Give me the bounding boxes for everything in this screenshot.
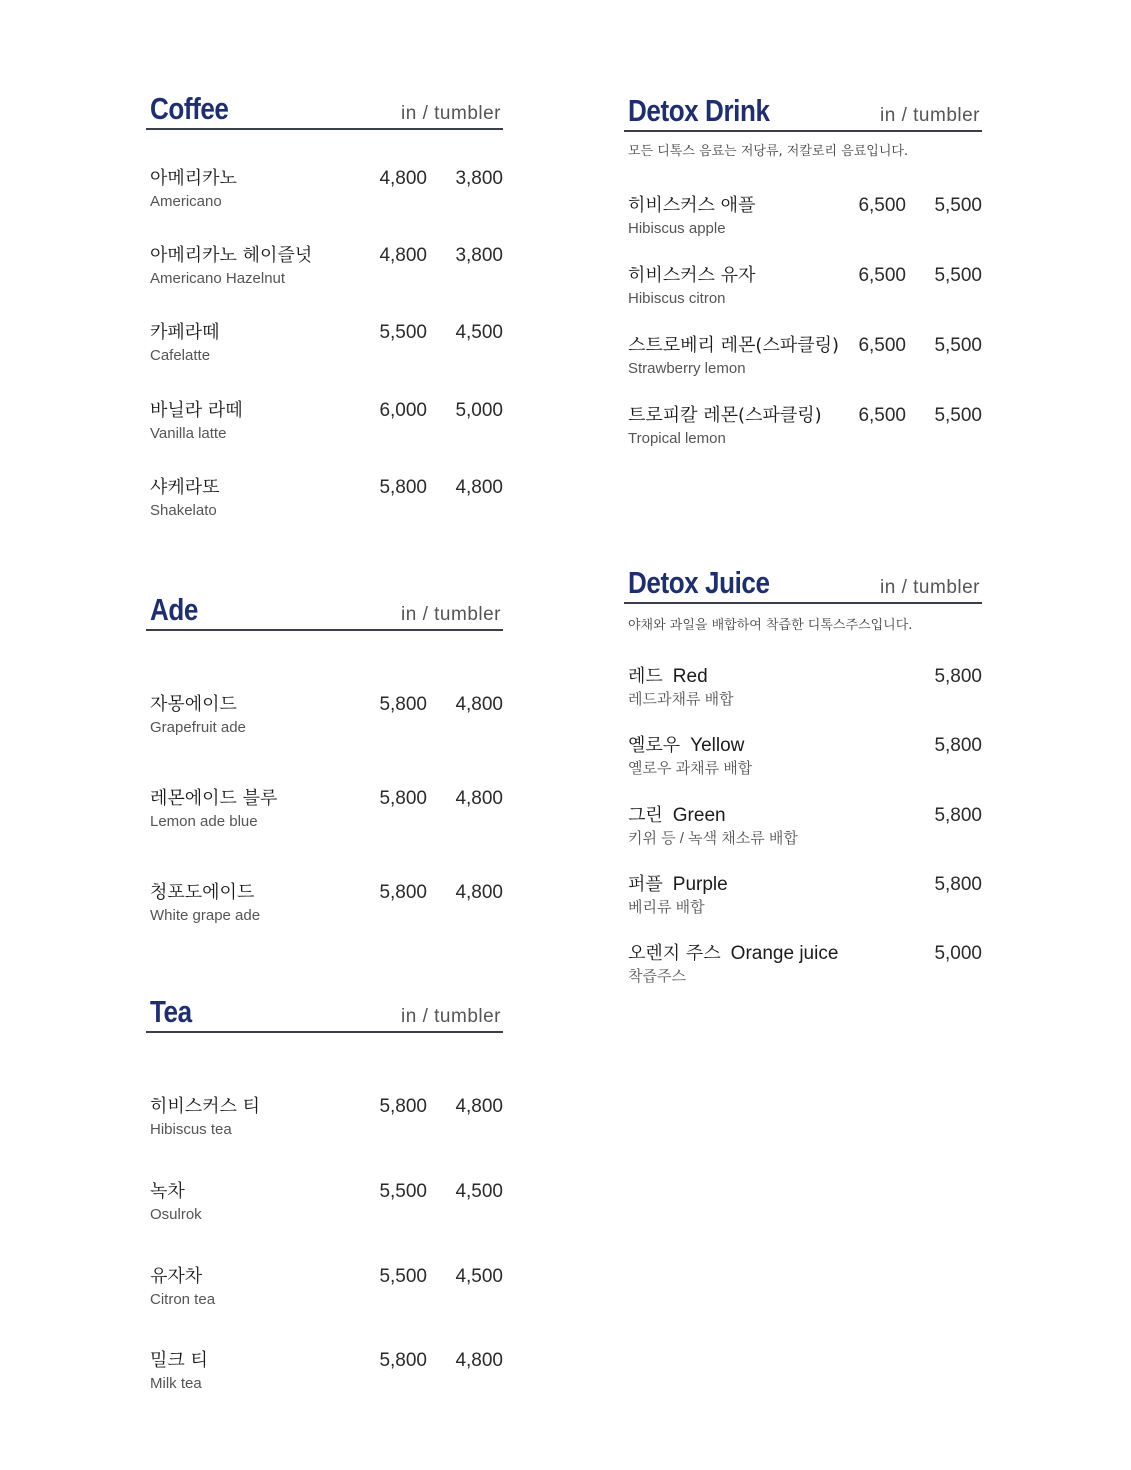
price-in: 5,500 (379, 322, 427, 343)
price-tumbler: 4,500 (455, 322, 503, 343)
price-tumbler: 4,800 (455, 477, 503, 498)
tea-title: Tea (150, 994, 192, 1029)
item-name-ko: 그린 (628, 805, 663, 826)
coffee-header (146, 88, 503, 130)
item-name-en: Green (672, 805, 726, 826)
item-name-ko: 바닐라 라떼 (150, 400, 243, 421)
item-name-en: Lemon ade blue (150, 813, 258, 830)
ade-subtitle: in / tumbler (401, 604, 501, 625)
item-note: 베리류 배합 (628, 899, 705, 916)
tea-subtitle: in / tumbler (401, 1006, 501, 1027)
price-tumbler: 4,500 (455, 1181, 503, 1202)
item-note: 레드과채류 배합 (628, 691, 734, 708)
tea-header (146, 991, 503, 1033)
item-note: 착즙주스 (628, 968, 686, 985)
item-name-en: Americano Hazelnut (150, 270, 286, 287)
item-name-en: Citron tea (150, 1291, 216, 1308)
coffee-title: Coffee (150, 91, 229, 126)
price: 5,800 (934, 805, 982, 826)
price-tumbler: 4,800 (455, 1096, 503, 1117)
item-name-ko: 옐로우 (628, 735, 681, 756)
menu-item-grapefruit-ade (150, 694, 503, 738)
detox-juice-description: 야채와 과일을 배합하여 착즙한 디톡스주스입니다. (628, 618, 913, 633)
menu-item-vanilla-latte (150, 400, 503, 444)
price: 5,000 (934, 943, 982, 964)
item-note: 키위 등 / 녹색 채소류 배합 (628, 830, 798, 847)
price-tumbler: 3,800 (455, 245, 503, 266)
item-name-ko: 청포도에이드 (150, 882, 255, 903)
item-name-en: Vanilla latte (150, 425, 227, 442)
price-tumbler: 3,800 (455, 168, 503, 189)
menu-item-green (628, 805, 982, 849)
price-in: 5,800 (379, 477, 427, 498)
item-name-ko: 트로피칼 레몬(스파클링) (628, 405, 822, 426)
item-name-ko: 밀크 티 (150, 1350, 208, 1371)
ade-header (146, 589, 503, 631)
ade-title: Ade (150, 592, 198, 627)
price-in: 5,800 (379, 1096, 427, 1117)
item-name-ko: 카페라떼 (150, 322, 220, 343)
price-tumbler: 4,800 (455, 882, 503, 903)
menu-item-hibiscus-citron (628, 265, 982, 309)
detox-drink-title: Detox Drink (628, 93, 770, 128)
item-name-en: Red (672, 666, 708, 687)
menu-item-orange-juice (628, 943, 982, 987)
menu-item-citron-tea (150, 1266, 503, 1310)
item-name-en: Shakelato (150, 502, 217, 519)
price-in: 5,500 (379, 1266, 427, 1287)
price-tumbler: 5,500 (934, 405, 982, 426)
item-name-en: Tropical lemon (628, 430, 726, 447)
item-name-ko: 히비스커스 유자 (628, 265, 756, 286)
menu-item-purple (628, 874, 982, 918)
coffee-subtitle: in / tumbler (401, 103, 501, 124)
price: 5,800 (934, 874, 982, 895)
item-name-ko: 스트로베리 레몬(스파클링) (628, 335, 840, 356)
menu-item-tropical-lemon (628, 405, 982, 449)
detox-juice-subtitle: in / tumbler (880, 577, 980, 598)
item-name-ko: 히비스커스 애플 (628, 195, 756, 216)
price-tumbler: 4,800 (455, 788, 503, 809)
item-name-ko: 유자차 (150, 1266, 203, 1287)
item-name-ko: 레드 (628, 666, 663, 687)
detox-drink-description: 모든 디톡스 음료는 저당류, 저칼로리 음료입니다. (628, 144, 909, 159)
detox-drink-section (624, 90, 982, 470)
item-name-en: Strawberry lemon (628, 360, 746, 377)
item-name-ko: 히비스커스 티 (150, 1096, 261, 1117)
item-name-ko: 퍼플 (628, 874, 663, 895)
price-in: 6,500 (858, 405, 906, 426)
menu-item-milk-tea (150, 1350, 503, 1394)
price-tumbler: 4,800 (455, 694, 503, 715)
price-in: 6,000 (379, 400, 427, 421)
item-name-ko: 녹차 (150, 1181, 185, 1202)
menu-item-shakelato (150, 477, 503, 521)
menu-item-strawberry-lemon (628, 335, 982, 379)
item-name-en: Cafelatte (150, 347, 211, 364)
menu-item-americano (150, 168, 503, 212)
item-name-ko: 아메리카노 헤이즐넛 (150, 245, 313, 266)
item-name-ko: 샤케라또 (150, 477, 220, 498)
price-in: 6,500 (858, 195, 906, 216)
detox-drink-header (624, 90, 982, 132)
price-in: 5,800 (379, 694, 427, 715)
price: 5,800 (934, 735, 982, 756)
item-name-en: Grapefruit ade (150, 719, 246, 736)
menu-item-hibiscus-apple (628, 195, 982, 239)
menu-item-green-tea (150, 1181, 503, 1225)
item-name-en: Milk tea (150, 1375, 202, 1392)
menu-item-white-grape-ade (150, 882, 503, 926)
menu-item-hibiscus-tea (150, 1096, 503, 1140)
item-note: 옐로우 과채류 배합 (628, 760, 753, 777)
tea-section (146, 991, 503, 1411)
detox-drink-subtitle: in / tumbler (880, 105, 980, 126)
price: 5,800 (934, 666, 982, 687)
price-in: 5,800 (379, 882, 427, 903)
price-in: 5,500 (379, 1181, 427, 1202)
price-in: 5,800 (379, 788, 427, 809)
item-name-en: Osulrok (150, 1206, 202, 1223)
price-in: 4,800 (379, 245, 427, 266)
price-tumbler: 5,000 (455, 400, 503, 421)
menu-item-americano-hazelnut (150, 245, 503, 289)
item-name-en: Hibiscus tea (150, 1121, 232, 1138)
item-name-en: Hibiscus apple (628, 220, 726, 237)
item-name-en: Orange juice (730, 943, 839, 964)
menu-item-cafelatte (150, 322, 503, 366)
price-tumbler: 5,500 (934, 335, 982, 356)
menu-item-red (628, 666, 982, 710)
detox-juice-title: Detox Juice (628, 565, 770, 600)
item-name-en: Hibiscus citron (628, 290, 726, 307)
ade-section (146, 589, 503, 949)
price-in: 6,500 (858, 335, 906, 356)
price-in: 5,800 (379, 1350, 427, 1371)
price-in: 6,500 (858, 265, 906, 286)
price-in: 4,800 (379, 168, 427, 189)
price-tumbler: 4,500 (455, 1266, 503, 1287)
detox-juice-section (624, 562, 982, 1002)
item-name-en: Yellow (690, 735, 745, 756)
detox-juice-header (624, 562, 982, 604)
menu-item-yellow (628, 735, 982, 779)
item-name-en: White grape ade (150, 907, 261, 924)
price-tumbler: 5,500 (934, 195, 982, 216)
item-name-ko: 아메리카노 (150, 168, 237, 189)
coffee-section (146, 88, 503, 538)
item-name-ko: 오렌지 주스 (628, 943, 721, 964)
item-name-en: Americano (150, 193, 222, 210)
item-name-ko: 자몽에이드 (150, 694, 237, 715)
item-name-ko: 레몬에이드 블루 (150, 788, 278, 809)
price-tumbler: 5,500 (934, 265, 982, 286)
price-tumbler: 4,800 (455, 1350, 503, 1371)
item-name-en: Purple (672, 874, 728, 895)
menu-item-lemon-ade-blue (150, 788, 503, 832)
